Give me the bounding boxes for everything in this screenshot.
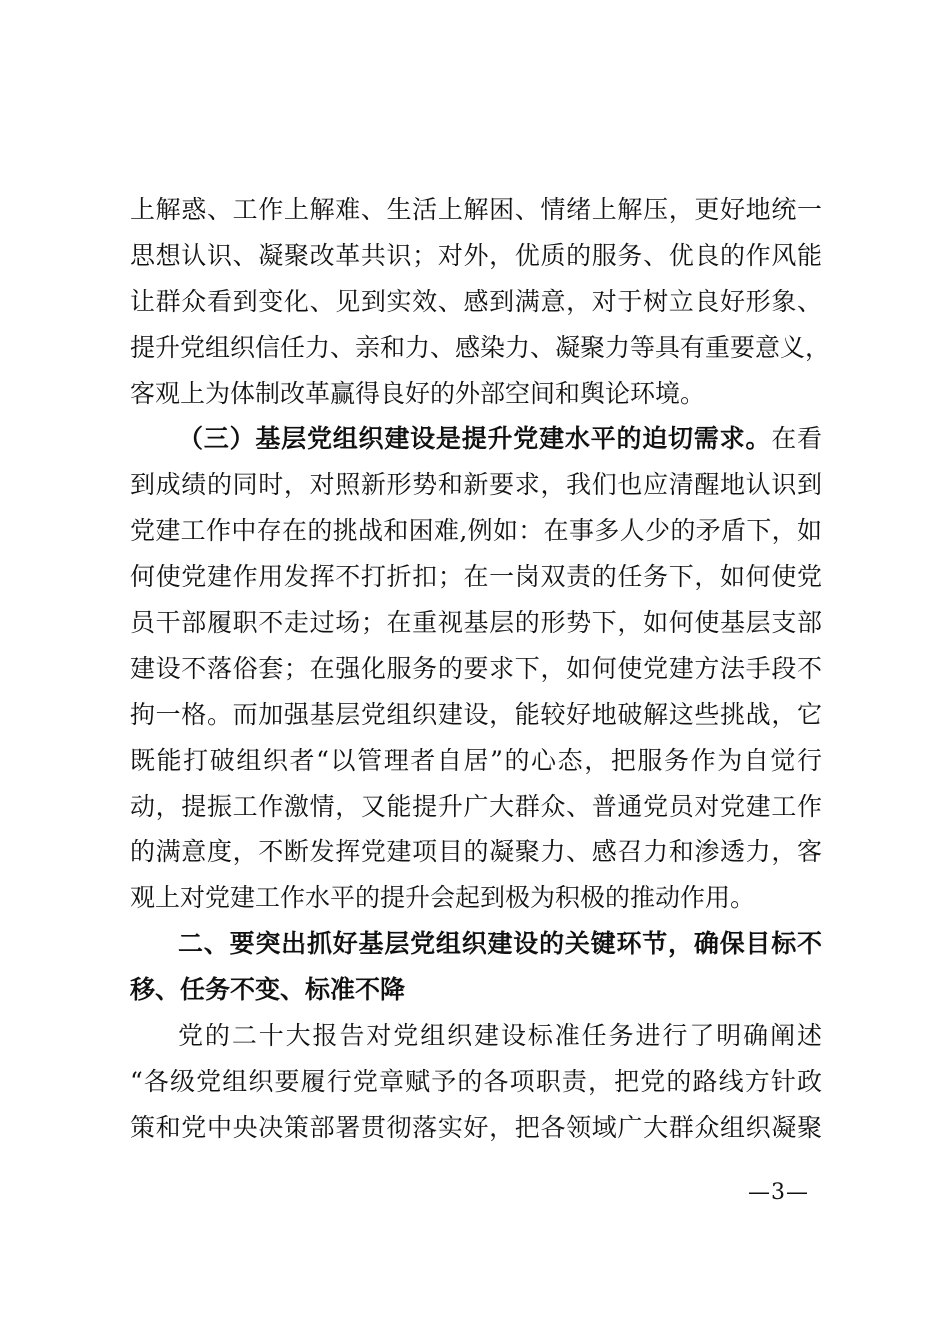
paragraph-section-two-body (130, 1013, 822, 1151)
text-line: 动，提振工作激情，又能提升广大群众、普通党员对党建工作 (130, 791, 822, 821)
section-heading-two (130, 921, 822, 1013)
text-line: 思想认识、凝聚改革共识；对外，优质的服务、优良的作风能 (130, 240, 822, 270)
document-body (130, 187, 831, 1151)
text-line: “各级党组织要履行党章赋予的各项职责，把党的路线方针政 (130, 1066, 822, 1096)
paragraph-section-three (130, 416, 822, 921)
text-line: 上解惑、工作上解难、生活上解困、情绪上解压，更好地统一 (130, 195, 822, 224)
text-line: 让群众看到变化、见到实效、感到满意，对于树立良好形象、 (130, 286, 822, 316)
section-subheading: （三）基层党组织建设是提升党建水平的迫切需求。 (178, 424, 772, 454)
text-line: 建设不落俗套；在强化服务的要求下，如何使党建方法手段不 (130, 653, 822, 683)
text-line: 何使党建作用发挥不打折扣；在一岗双责的任务下，如何使党 (130, 562, 822, 592)
paragraph-continuation (130, 187, 831, 416)
page-number: —3— (748, 1180, 809, 1205)
text-line: 员干部履职不走过场；在重视基层的形势下，如何使基层支部 (130, 608, 822, 638)
text-line: 客观上为体制改革赢得良好的外部空间和舆论环境。 (130, 378, 706, 408)
text-line: 既能打破组织者“以管理者自居”的心态，把服务作为自觉行 (130, 745, 822, 775)
text-line: 党建工作中存在的挑战和困难,例如：在事多人少的矛盾下，如 (130, 516, 822, 546)
heading-line: 移、任务不变、标准不降 (130, 975, 406, 1005)
text-line: 到成绩的同时，对照新形势和新要求，我们也应清醒地认识到 (130, 470, 822, 500)
text-line: 策和党中央决策部署贯彻落实好，把各领域广大群众组织凝聚 (130, 1112, 822, 1142)
heading-line: 二、要突出抓好基层党组织建设的关键环节，确保目标不 (178, 929, 822, 959)
text-span: 在看 (771, 424, 822, 454)
text-line: 提升党组织信任力、亲和力、感染力、凝聚力等具有重要意义， (130, 332, 831, 362)
text-line: 的满意度，不断发挥党建项目的凝聚力、感召力和渗透力，客 (130, 837, 822, 867)
text-line: 党的二十大报告对党组织建设标准任务进行了明确阐述 (178, 1021, 822, 1051)
text-line: 拘一格。而加强基层党组织建设，能较好地破解这些挑战，它 (130, 699, 822, 729)
text-line: 观上对党建工作水平的提升会起到极为积极的推动作用。 (130, 883, 756, 913)
text-line (130, 416, 822, 462)
